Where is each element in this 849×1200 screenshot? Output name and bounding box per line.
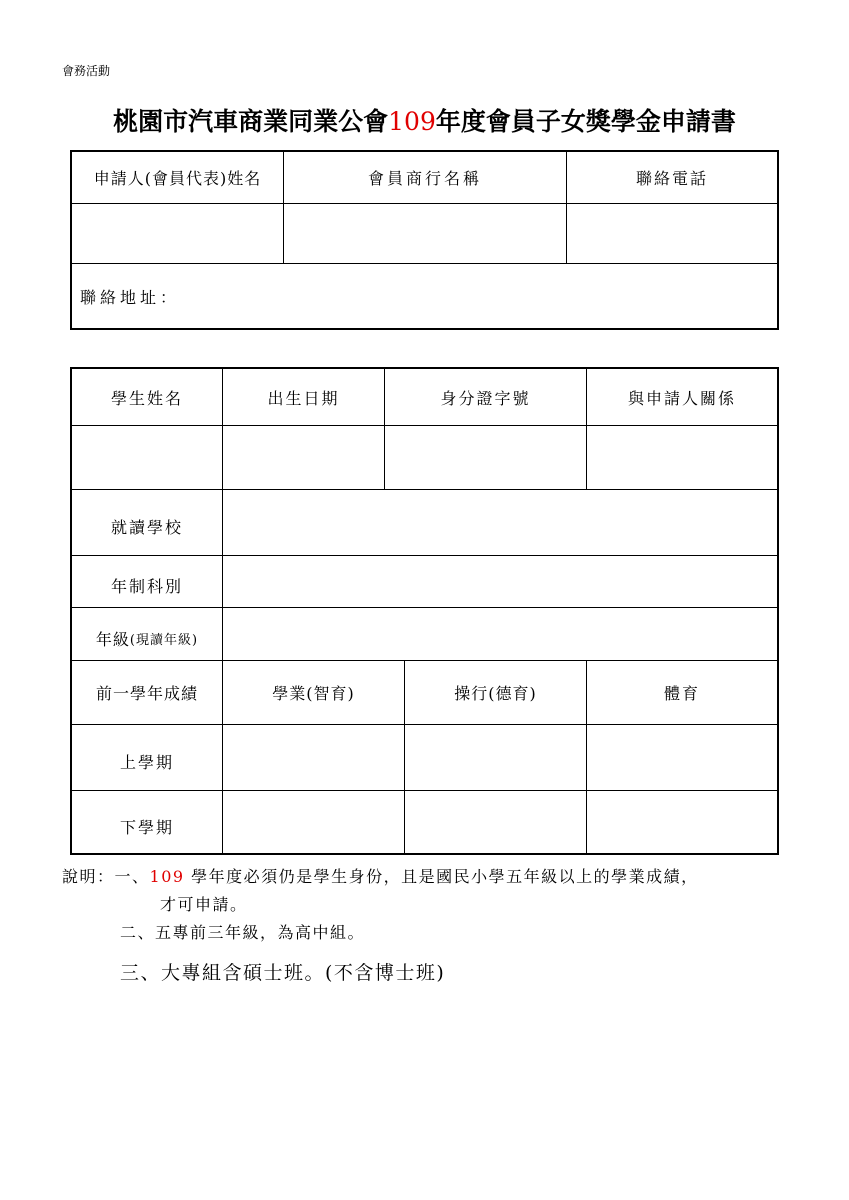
second-semester-label: 下學期 (119, 817, 174, 837)
applicant-name-header: 申請人(會員代表)姓名 (93, 169, 262, 188)
company-name-header: 會員商行名稱 (367, 169, 482, 188)
birth-date-header: 出生日期 (267, 388, 340, 408)
id-number-header: 身分證字號 (440, 388, 531, 408)
note-item-1-text: 學年度必須仍是學生身份，且是國民小學五年級以上的學業成績， (184, 867, 699, 886)
grade-field[interactable] (223, 608, 777, 660)
page-title (0, 102, 849, 138)
id-number-field[interactable] (385, 426, 586, 489)
page-header: 會務活動 (62, 64, 111, 78)
student-name-field[interactable] (72, 426, 222, 489)
school-label: 就讀學校 (110, 518, 183, 537)
phone-header: 聯絡電話 (635, 169, 708, 188)
pe-header: 體育 (663, 684, 700, 703)
first-academic-field[interactable] (223, 725, 404, 790)
school-field[interactable] (223, 490, 777, 555)
second-academic-field[interactable] (223, 791, 404, 853)
phone-field[interactable] (567, 204, 777, 263)
conduct-header: 操行(德育) (454, 684, 537, 703)
birth-date-field[interactable] (223, 426, 384, 489)
note-item-1-cont: 才可申請。 (160, 895, 248, 914)
grade-label (72, 608, 222, 660)
note-item-1 (62, 864, 699, 887)
first-pe-field[interactable] (587, 725, 777, 790)
title-year: 109 (388, 107, 436, 136)
note-item-2: 二、五專前三年級，為高中組。 (120, 923, 366, 942)
company-name-field[interactable] (284, 204, 566, 263)
first-semester-label: 上學期 (119, 753, 174, 772)
title-prefix: 桃園市汽車商業同業公會 (113, 107, 389, 136)
relation-header: 與申請人關係 (627, 388, 736, 408)
academic-header: 學業(智育) (272, 684, 355, 703)
applicant-name-field[interactable] (72, 204, 283, 263)
first-conduct-field[interactable] (405, 725, 586, 790)
prev-scores-label: 前一學年成績 (95, 684, 198, 703)
title-suffix: 年度會員子女獎學金申請書 (435, 107, 736, 136)
program-label: 年制科別 (110, 577, 183, 596)
address-field[interactable] (72, 264, 777, 328)
grade-text: 年級 (95, 629, 130, 649)
second-conduct-field[interactable] (405, 791, 586, 853)
grade-note: (現讀年級) (129, 632, 199, 648)
address-label: 聯絡地址： (80, 287, 181, 307)
note-year: 109 (149, 867, 185, 886)
relation-field[interactable] (587, 426, 777, 489)
note-intro: 說明：一、 (62, 867, 150, 886)
student-name-header: 學生姓名 (110, 388, 183, 408)
second-pe-field[interactable] (587, 791, 777, 853)
program-field[interactable] (223, 556, 777, 607)
note-item-3: 三、大專組含碩士班。(不含博士班) (120, 962, 446, 984)
